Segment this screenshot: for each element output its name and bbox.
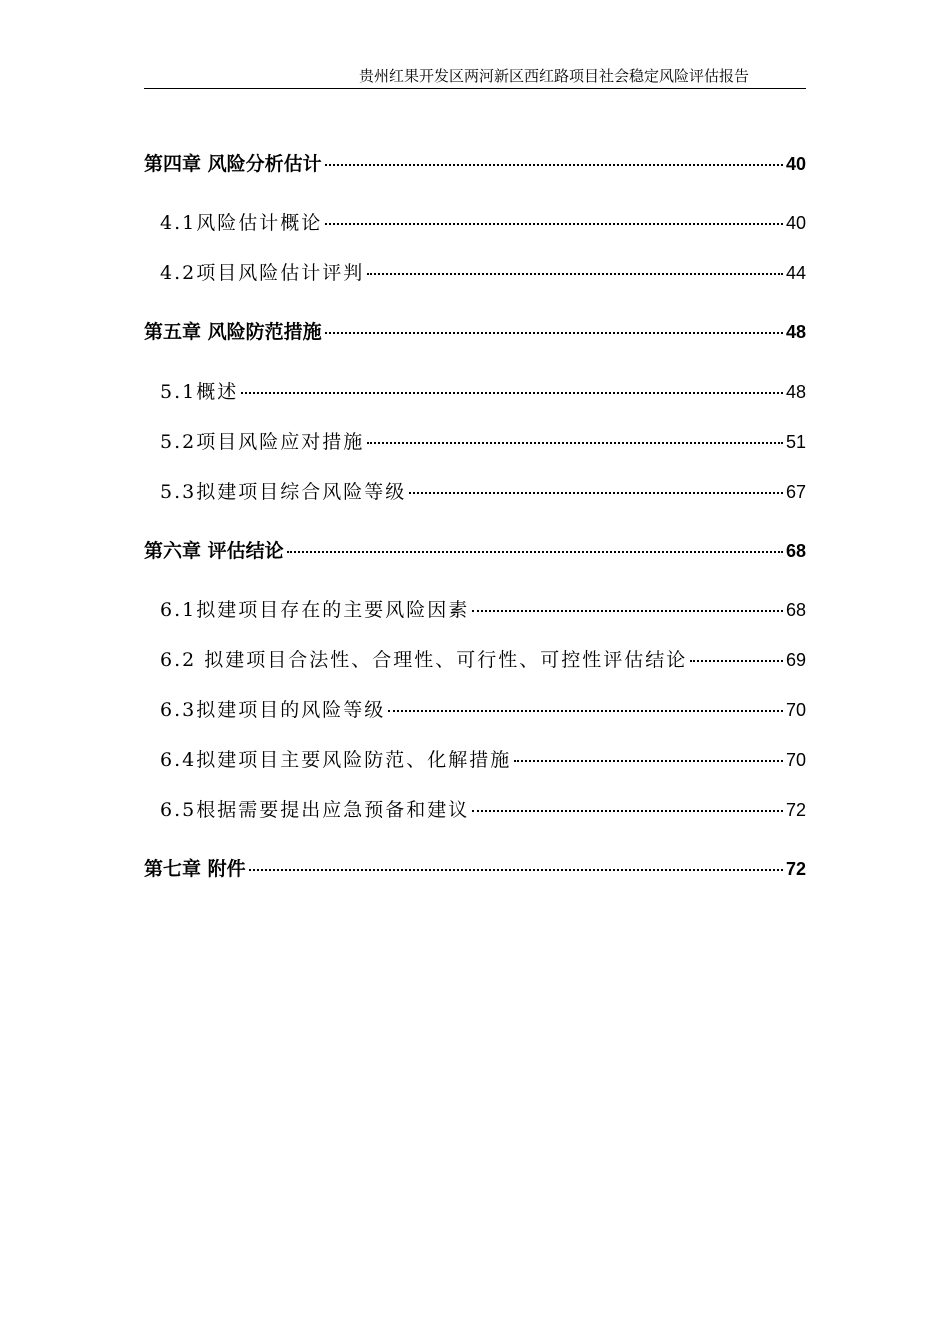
toc-page-number: 72 [785, 800, 806, 820]
toc-entry-title: 5.2项目风险应对措施 [160, 431, 365, 453]
toc-section-4-1[interactable] [144, 208, 806, 235]
header-title: 贵州红果开发区两河新区西红路项目社会稳定风险评估报告 [358, 67, 749, 85]
toc-page-number: 70 [785, 700, 806, 720]
toc-section-6-4[interactable] [144, 745, 806, 772]
toc-page-number: 40 [785, 154, 806, 174]
toc-entry-title: 第四章 风险分析估计 [144, 153, 322, 175]
toc-section-4-2[interactable] [144, 258, 806, 285]
toc-section-6-2[interactable] [144, 645, 806, 672]
toc-page-number: 68 [785, 541, 806, 561]
toc-page-number: 70 [785, 750, 806, 770]
toc-chapter-4[interactable] [144, 149, 806, 176]
toc-section-5-3[interactable] [144, 477, 806, 504]
toc-chapter-5[interactable] [144, 317, 806, 344]
toc-section-6-1[interactable] [144, 595, 806, 622]
toc-entry-title: 6.2 拟建项目合法性、合理性、可行性、可控性评估结论 [160, 649, 688, 671]
toc-page-number: 67 [785, 482, 806, 502]
toc-dot-leader [367, 442, 783, 444]
toc-page-number: 69 [785, 650, 806, 670]
toc-chapter-6[interactable] [144, 536, 806, 563]
toc-dot-leader [472, 610, 783, 612]
toc-page-number: 44 [785, 263, 806, 283]
toc-page-number: 48 [785, 322, 806, 342]
toc-dot-leader [409, 492, 783, 494]
toc-chapter-7[interactable] [144, 854, 806, 881]
toc-entry-title: 6.4拟建项目主要风险防范、化解措施 [160, 749, 512, 771]
toc-entry-title: 4.2项目风险估计评判 [160, 262, 365, 284]
toc-section-6-3[interactable] [144, 695, 806, 722]
toc-entry-title: 第七章 附件 [144, 858, 246, 880]
toc-page-number: 48 [785, 382, 806, 402]
toc-section-5-2[interactable] [144, 427, 806, 454]
toc-dot-leader [241, 392, 783, 394]
toc-dot-leader [472, 810, 783, 812]
toc-section-5-1[interactable] [144, 377, 806, 404]
toc-dot-leader [325, 164, 783, 166]
toc-entry-title: 5.3拟建项目综合风险等级 [160, 481, 407, 503]
toc-dot-leader [367, 273, 783, 275]
toc-entry-title: 第五章 风险防范措施 [144, 321, 322, 343]
toc-entry-title: 第六章 评估结论 [144, 540, 284, 562]
toc-entry-title: 6.5根据需要提出应急预备和建议 [160, 799, 470, 821]
toc-dot-leader [690, 660, 783, 662]
toc-page-number: 68 [785, 600, 806, 620]
toc-dot-leader [325, 332, 783, 334]
toc-entry-title: 6.3拟建项目的风险等级 [160, 699, 386, 721]
toc-entry-title: 5.1概述 [160, 381, 239, 403]
toc-page-number: 51 [785, 432, 806, 452]
toc-dot-leader [325, 223, 783, 225]
toc-entry-title: 6.1拟建项目存在的主要风险因素 [160, 599, 470, 621]
page-header [144, 64, 806, 89]
toc-section-6-5[interactable] [144, 795, 806, 822]
toc-dot-leader [249, 869, 783, 871]
toc-page-number: 40 [785, 213, 806, 233]
toc-dot-leader [388, 710, 783, 712]
toc-dot-leader [514, 760, 783, 762]
toc-page-number: 72 [785, 859, 806, 879]
toc-entry-title: 4.1风险估计概论 [160, 212, 323, 234]
toc-dot-leader [287, 551, 783, 553]
